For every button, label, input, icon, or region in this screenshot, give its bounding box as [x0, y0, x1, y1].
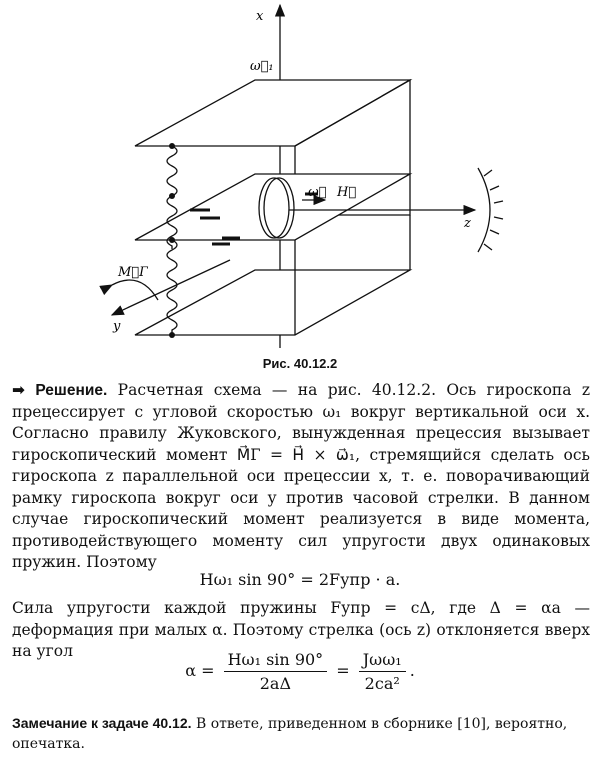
fraction-2-denominator: 2ca²: [364, 674, 400, 693]
scale-arc: [478, 168, 490, 252]
label-omega1: ω⃗₁: [250, 59, 274, 74]
label-z: z: [464, 216, 471, 231]
equation-2: [0, 650, 600, 693]
note-text: В ответе, приведенном в сборнике [10], вероятно, опечатка.: [12, 716, 568, 752]
equation-1-text: Hω₁ sin 90° = 2Fупр · a.: [199, 570, 401, 589]
fraction-1-numerator: Hω₁ sin 90°: [224, 650, 328, 672]
arrow-icon: ➡: [12, 381, 25, 399]
label-Mg: M⃗Г: [118, 265, 148, 280]
solution-paragraph: [12, 380, 590, 574]
note: [12, 713, 590, 754]
gyroscope-diagram: [0, 0, 600, 360]
equation-1: [0, 570, 600, 589]
top-plate: [135, 80, 410, 146]
label-omega: ω⃗: [308, 185, 327, 200]
fraction-2: [359, 650, 406, 693]
note-title: Замечание к задаче 40.12.: [12, 715, 192, 731]
eq2-period: .: [409, 661, 415, 680]
figure-caption: Рис. 40.12.2: [262, 356, 338, 371]
fraction-1-denominator: 2aΔ: [259, 674, 292, 693]
fraction-1: [224, 650, 328, 693]
eq2-lhs: α =: [185, 661, 215, 680]
label-y: y: [113, 319, 121, 334]
fraction-2-numerator: Jωω₁: [359, 650, 406, 672]
solution-text-2: Сила упругости каждой пружины Fупр = cΔ, где Δ = αa — деформация при малых α. Поэтому стрелка (ось z) отклоняется вверх на угол: [12, 599, 590, 660]
solution-text-1: Расчетная схема — на рис. 40.12.2. Ось гироскопа z прецессирует с угловой скоростью ω₁ вокруг вертикальной оси x. Согласно правилу Жуковского, вынужденная прецессия вызывает гироскопический момент M⃗Г = H⃗ × ω⃗₁, стремящийся сделать ось гироскопа z параллельной оси прецессии x, т. е. поворачивающий рамку гироскопа вокруг оси y против часовой стрелки. В данном случае гироскопический момент реализуется в виде момента, противодействующего моменту сил упругости двух одинаковых пружин. Поэтому: [12, 381, 591, 571]
eq2-equals: =: [336, 661, 350, 680]
label-H: H⃗: [337, 185, 357, 200]
solution-heading: Решение.: [35, 382, 108, 399]
label-x: x: [256, 9, 264, 24]
